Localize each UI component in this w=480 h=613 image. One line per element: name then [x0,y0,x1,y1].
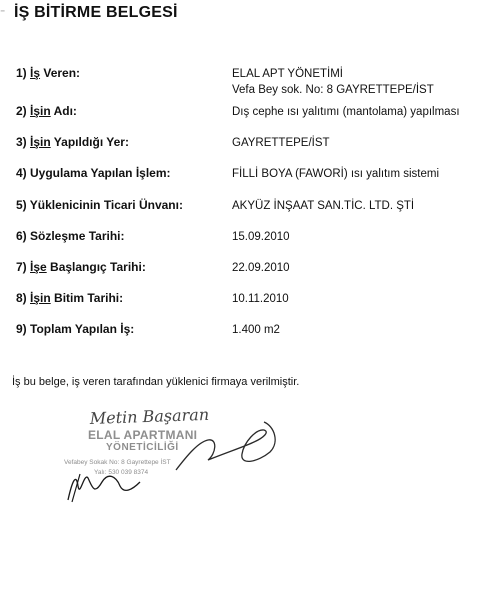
field-value-line: 22.09.2010 [232,262,290,274]
field-label [16,198,183,212]
field-label-text: Toplam Yapılan İş: [30,322,135,336]
field-label-text: Başlangıç Tarihi: [46,260,146,274]
field-value-line: ELAL APT YÖNETİMİ [232,68,343,80]
signature-image [58,402,308,512]
field-number: 9) [16,322,31,336]
field-value-line: GAYRETTEPE/İST [232,137,330,149]
field-value [232,322,280,338]
field-value [232,291,289,307]
field-label [16,166,171,180]
field-label-underlined: İşin [30,135,51,149]
field-number: 7) [16,260,31,274]
field-label [16,291,123,305]
field-label-underlined: İşe [30,260,47,274]
field-number: 3) [16,135,31,149]
field-label-text: Veren: [40,66,81,80]
field-number: 1) [16,66,31,80]
field-row [0,104,480,138]
field-value-line: FİLLİ BOYA (FAWORİ) ısı yalıtım sistemi [232,168,440,180]
field-value-line: 1.400 m2 [232,324,280,336]
field-label-text: Bitim Tarihi: [50,291,124,305]
field-label-text: Sözleşme Tarihi: [30,229,125,243]
field-label-underlined: İşin [30,291,51,305]
field-value [232,66,434,98]
field-row [0,260,480,294]
field-value [232,166,439,182]
field-label [16,260,146,274]
field-value [232,229,290,245]
signature-block [58,402,308,512]
field-value [232,135,330,151]
field-row [0,322,480,356]
svg-text:Metin Başaran: Metin Başaran [89,404,210,428]
field-number: 5) [16,198,30,212]
field-label [16,104,77,118]
stamp-line-2: YÖNETİCİLİĞİ [106,442,179,453]
field-label-text: Yapıldığı Yer: [50,135,129,149]
field-label-underlined: İşin [30,104,51,118]
field-label [16,135,129,149]
field-row [0,166,480,200]
field-value-line: 15.09.2010 [232,231,290,243]
field-label-underlined: İş [30,66,41,80]
page-title: İŞ BİTİRME BELGESİ [14,4,178,21]
field-value-line: Vefa Bey sok. No: 8 GAYRETTEPE/İST [232,84,434,96]
field-label [16,229,125,243]
field-row [0,291,480,325]
field-label-text: Yüklenicinin Ticari Ünvanı: [29,198,183,212]
field-value [232,198,414,214]
field-number: 6) [16,229,31,243]
field-row [0,198,480,232]
field-row [0,229,480,263]
field-row [0,135,480,169]
footer-note: İş bu belge, iş veren tarafından yüklenici firmaya verilmiştir. [12,376,300,388]
field-number: 2) [16,104,31,118]
field-label [16,322,134,336]
field-number: 4) [16,166,31,180]
field-value-line: AKYÜZ İNŞAAT SAN.TİC. LTD. ŞTİ [232,200,415,212]
field-value-line: Dış cephe ısı yalıtımı (mantolama) yapılması [232,106,460,118]
corner-mark: - [0,2,6,19]
field-number: 8) [16,291,31,305]
field-value [232,260,290,276]
field-value-line: 10.11.2010 [232,293,289,305]
stamp-line-4: Yalı: 530 039 8374 [94,469,149,476]
field-label-text: Uygulama Yapılan İşlem: [30,166,171,180]
field-label-text: Adı: [50,104,77,118]
stamp-line-3: Vefabey Sokak No: 8 Gayrettepe İST [64,459,171,466]
field-value [232,104,460,120]
field-label [16,66,80,80]
field-row [0,66,480,100]
stamp-line-1: ELAL APARTMANI [88,428,198,442]
